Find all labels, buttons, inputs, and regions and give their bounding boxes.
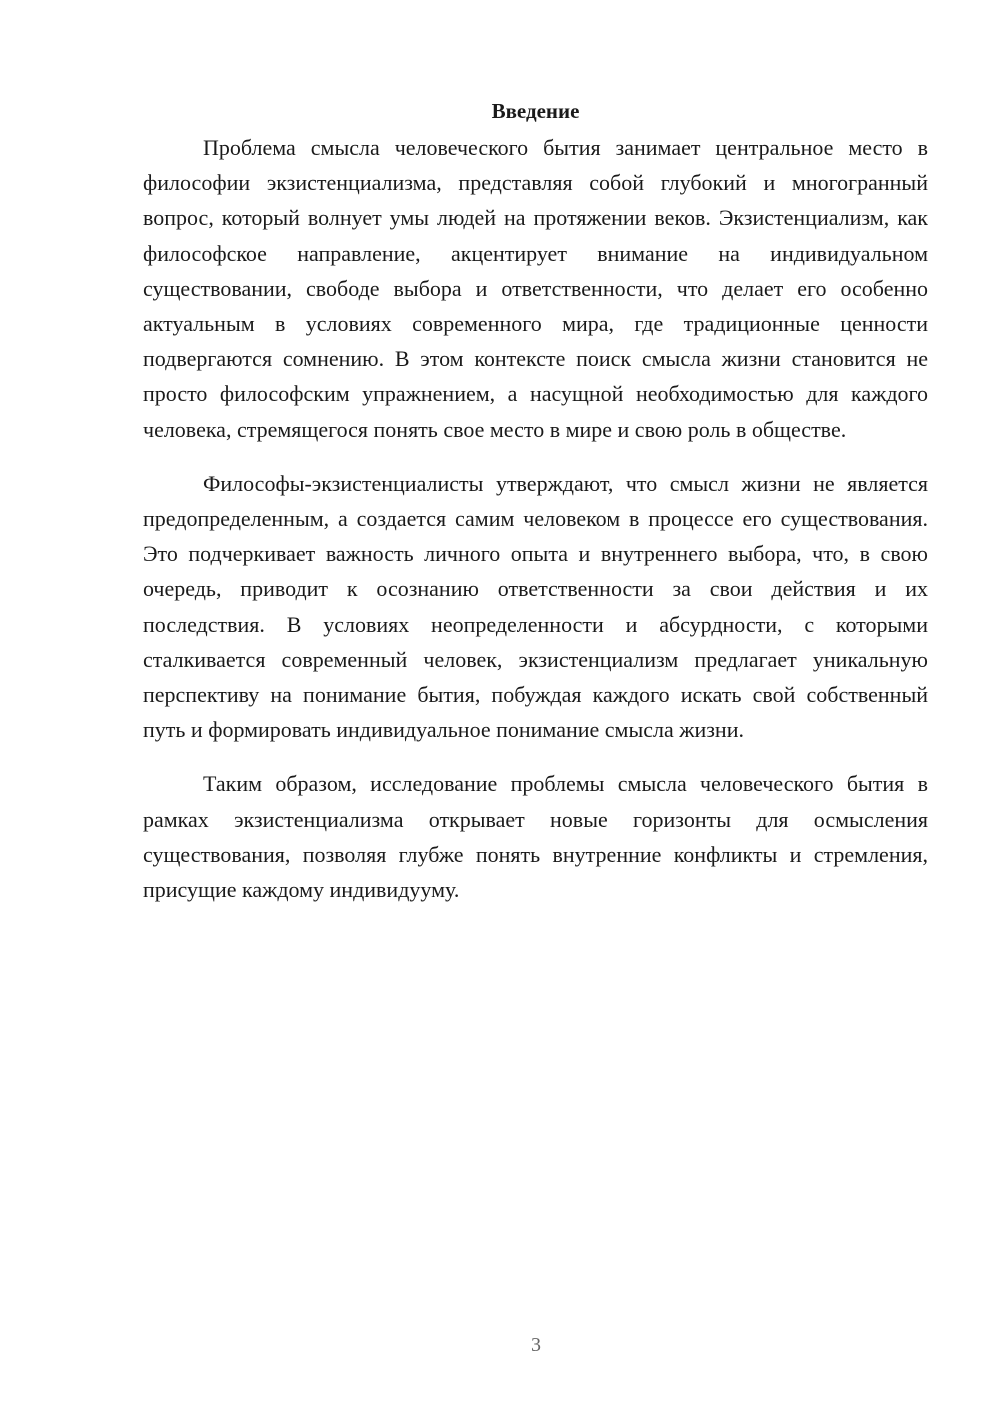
paragraph-1: Проблема смысла человеческого бытия занимает центральное место в философии экзистенциализма, представляя собой глубокий и многогранный вопрос, который волнует умы людей на протяжении веков. Экзистенциализм, как философское направление, акцентирует внимание на индивидуальном существовании, свободе выбора и ответственности, что делает его особенно актуальным в условиях современного мира, где традиционные ценности подвергаются сомнению. В этом контексте поиск смысла жизни становится не просто философским упражнением, а насущной необходимостью для каждого человека, стремящегося понять свое место в мире и свою роль в обществе. [143, 135, 928, 442]
section-title: Введение [491, 99, 580, 123]
page-number: 3 [531, 1334, 541, 1356]
paragraph-3: Таким образом, исследование проблемы смысла человеческого бытия в рамках экзистенциализма открывает новые горизонты для осмысления существования, позволяя глубже понять внутренние конфликты и стремления, присущие каждому индивидууму. [143, 771, 928, 903]
page-content [143, 96, 928, 926]
paragraph-2: Философы-экзистенциалисты утверждают, что смысл жизни не является предопределенным, а создается самим человеком в процессе его существования. Это подчеркивает важность личного опыта и внутреннего выбора, что, в свою очередь, приводит к осознанию ответственности за свои действия и их последствия. В условиях неопределенности и абсурдности, с которыми сталкивается современный человек, экзистенциализм предлагает уникальную перспективу на понимание бытия, побуждая каждого искать свой собственный путь и формировать индивидуальное понимание смысла жизни. [143, 470, 928, 743]
